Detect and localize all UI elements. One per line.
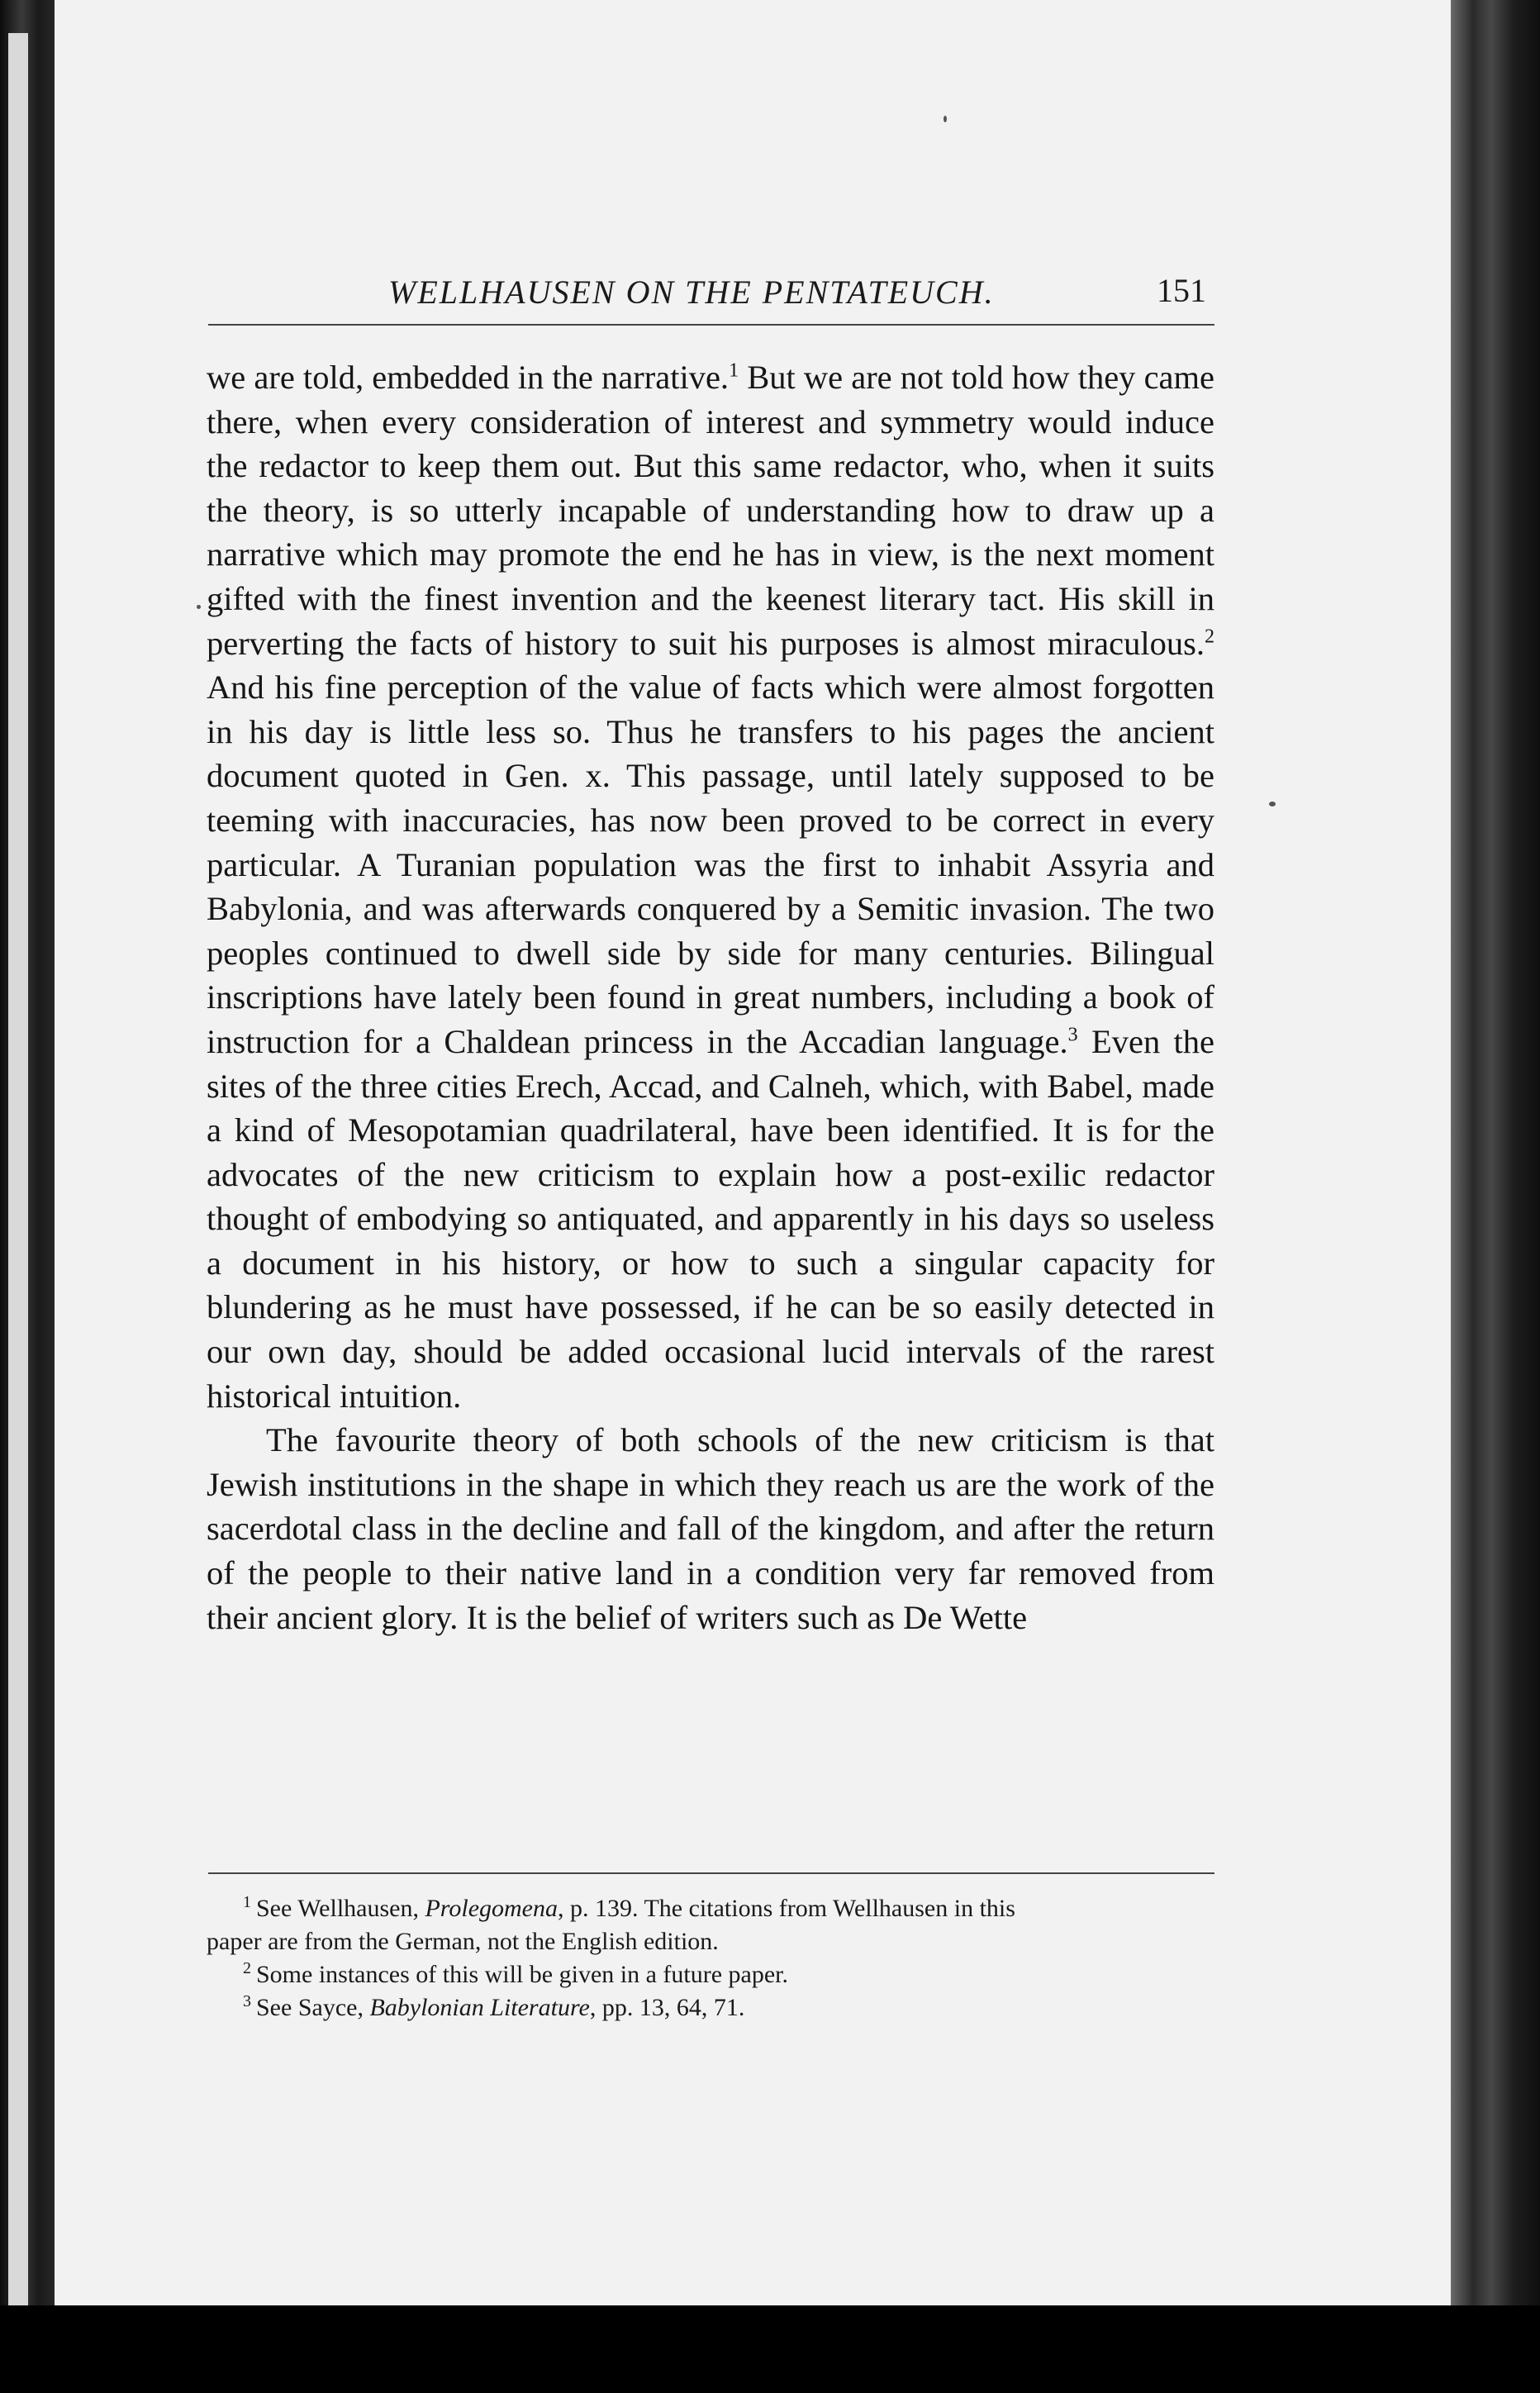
body-text	[207, 355, 1214, 1639]
footnote-1-continued: paper are from the German, not the English edition.	[207, 1928, 719, 1955]
paragraph-text: And his fine perception of the value of facts which were almost forgotten in his day is little less so. Thus he transfers to his pages the ancient document quoted in Gen. x. This passage, until lately supposed to be teeming with inaccuracies, has now been proved to be correct in every particular. A Turanian population was the first to inhabit Assyria and Babylonia, and was afterwards conquered by a Semitic invasion. The two peoples continued to dwell side by side for many centuries. Bilingual inscriptions have lately been found in great numbers, including a book of instruction for a Chaldean princess in the Accadian language.	[207, 668, 1214, 1060]
footnote-1	[207, 1892, 1214, 1925]
footnote-text: , pp. 13, 64, 71.	[589, 1994, 745, 2021]
footnote-mark: 3	[243, 1992, 251, 2010]
paragraph: The favourite theory of both schools of the new criticism is that Jewish institutions in the shape in which they reach us are the work of the sacerdotal class in the decline and fall of the kingdom, and after the return of the people to their native land in a condition very far removed from their ancient glory. It is the belief of writers such as De Wette	[207, 1421, 1214, 1636]
page-number: 151	[1157, 272, 1206, 309]
paragraph-text: But we are not told how they came there, when every consideration of interest and symmetry would induce the redactor to keep them out. But this same redactor, who, when it suits the theory, is so utterly incapable of understanding how to draw up a narrative which may promote the end he has in view, is the next moment gifted with the finest invention and the keenest literary tact. His skill in perverting the facts of history to suit his purposes is almost miraculous.	[207, 359, 1215, 662]
footnote-ref: 3	[1067, 1024, 1078, 1046]
running-head	[207, 273, 1214, 322]
footnote-text: See Wellhausen,	[256, 1895, 425, 1922]
footnote-ref: 2	[1205, 626, 1214, 648]
footnote-2	[207, 1958, 1214, 1991]
footnote-text: Some instances of this will be given in a future paper.	[256, 1961, 789, 1988]
paragraph-text: we are told, embedded in the narrative.	[207, 359, 730, 396]
header-rule	[208, 324, 1214, 326]
footnote-mark: 1	[243, 1893, 251, 1911]
right-page-edges	[1451, 0, 1540, 2393]
footnote-rule	[208, 1872, 1214, 1874]
running-head-title: WELLHAUSEN ON THE PENTATEUCH.	[388, 274, 995, 311]
footnote-ref: 1	[729, 359, 739, 382]
paragraph-text: Even the sites of the three cities Erech, Accad, and Calneh, which, with Babel, made a kind of Mesopotamian quadrilateral, have been identified. It is for the advocates of the new criticism to explain how a post-exilic redactor thought of embodying so antiquated, and apparently in his days so useless a document in his history, or how to such a singular capacity for blundering as he must have possessed, if he can be so easily detected in our own day, should be added occasional lucid intervals of the rarest historical intuition.	[207, 1022, 1214, 1415]
footnotes	[207, 1892, 1214, 2024]
paragraph	[207, 355, 1214, 1418]
footnote-mark: 2	[243, 1959, 251, 1977]
bottom-shadow	[0, 2305, 1540, 2393]
facing-page-strip	[8, 33, 28, 2347]
footnote-text: , p. 139. The citations from Wellhausen in this	[558, 1895, 1015, 1922]
scan-speck	[943, 116, 947, 122]
footnote-text: See Sayce,	[256, 1994, 370, 2021]
footnote-3	[207, 1991, 1214, 2024]
scan-speck	[1269, 802, 1276, 806]
footnote-work-title: Babylonian Literature	[369, 1994, 590, 2021]
footnote-work-title: Prolegomena	[425, 1895, 558, 1922]
scan-speck	[197, 605, 201, 609]
